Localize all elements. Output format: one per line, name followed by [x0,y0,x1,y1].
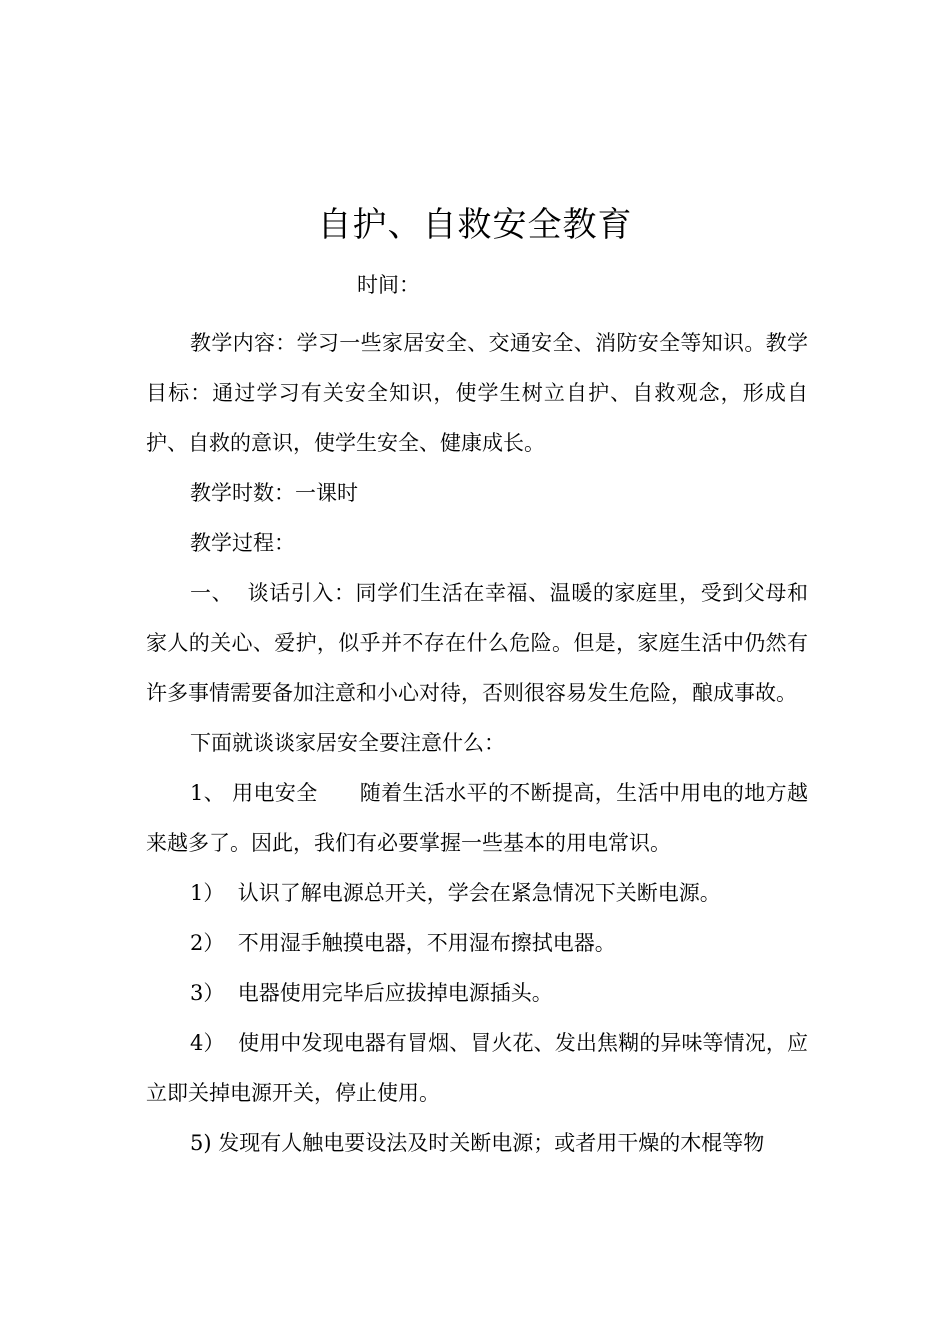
list-item-5: 5) 发现有人触电要设法及时关断电源；或者用干燥的木棍等物 [190,1131,765,1155]
document-body [146,318,808,1168]
paragraph-introduction: 一、 谈话引入：同学们生活在幸福、温暖的家庭里，受到父母和家人的关心、爱护，似乎并不存在什么危险。但是，家庭生活中仍然有许多事情需要备加注意和小心对待，否则很容易发生危险，酿成事故。 [146,581,808,705]
paragraph-process-heading: 教学过程： [190,531,295,555]
list-item-3: 3） 电器使用完毕后应拔掉电源插头。 [190,981,553,1005]
paragraph-class-hours: 教学时数：一课时 [190,481,358,505]
paragraph-home-safety-intro: 下面就谈谈家居安全要注意什么： [190,731,505,755]
list-item-4: 4） 使用中发现电器有冒烟、冒火花、发出焦糊的异味等情况，应立即关掉电源开关，停止使用。 [146,1031,808,1105]
list-item-1: 1） 认识了解电源总开关，学会在紧急情况下关断电源。 [190,881,721,905]
document-title: 自护、自救安全教育 [317,205,633,245]
paragraph-electric-safety: 1、 用电安全 随着生活水平的不断提高，生活中用电的地方越来越多了。因此，我们有必要掌握一些基本的用电常识。 [146,781,808,855]
paragraph-teaching-content: 教学内容：学习一些家居安全、交通安全、消防安全等知识。教学目标：通过学习有关安全知识，使学生树立自护、自救观念，形成自护、自救的意识，使学生安全、健康成长。 [146,331,808,455]
time-label: 时间： [357,273,420,297]
list-item-2: 2） 不用湿手触摸电器，不用湿布擦拭电器。 [190,931,616,955]
